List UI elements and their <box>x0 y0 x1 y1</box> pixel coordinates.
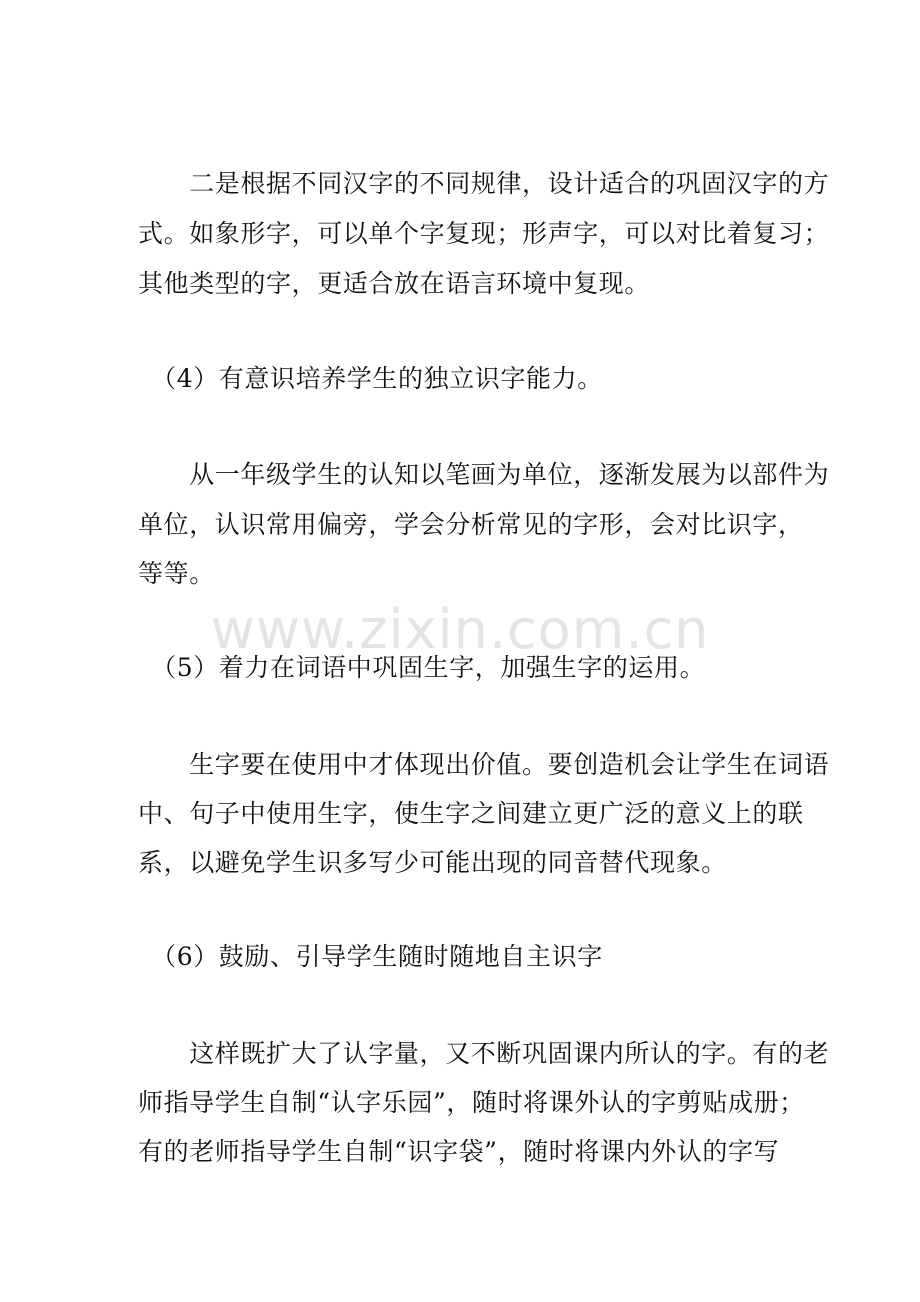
paragraph-line: 生字要在使用中才体现出价值。要创造机会让学生在词语 <box>138 750 830 779</box>
heading-line: （4）有意识培养学生的独立识字能力。 <box>138 364 603 393</box>
paragraph-line: 有的老师指导学生自制“识字袋”，随时将课内外认的字写 <box>138 1137 780 1166</box>
paragraph-line: 师指导学生自制“认字乐园”，随时将课外认的字剪贴成册； <box>138 1088 805 1117</box>
heading-line: （6）鼓励、引导学生随时随地自主识字 <box>138 942 603 971</box>
heading-line: （5）着力在词语中巩固生字，加强生字的运用。 <box>138 653 706 682</box>
paragraph-line: 等等。 <box>138 559 215 588</box>
paragraph-line: 这样既扩大了认字量，又不断巩固课内所认的字。有的老 <box>138 1039 830 1068</box>
paragraph-line: 从一年级学生的认知以笔画为单位，逐渐发展为以部件为 <box>138 460 830 489</box>
paragraph-line: 中、句子中使用生字，使生字之间建立更广泛的意义上的联 <box>138 799 804 828</box>
paragraph-line: 式。如象形字，可以单个字复现；形声字，可以对比着复习； <box>138 219 830 248</box>
paragraph-line: 单位，认识常用偏旁，学会分析常见的字形，会对比识字， <box>138 510 804 539</box>
paragraph-line: 二是根据不同汉字的不同规律，设计适合的巩固汉字的方 <box>138 169 830 198</box>
paragraph-line: 系，以避免学生识多写少可能出现的同音替代现象。 <box>138 848 727 877</box>
paragraph-line: 其他类型的字，更适合放在语言环境中复现。 <box>138 269 651 298</box>
watermark: www.zixin.com.cn <box>210 598 710 661</box>
